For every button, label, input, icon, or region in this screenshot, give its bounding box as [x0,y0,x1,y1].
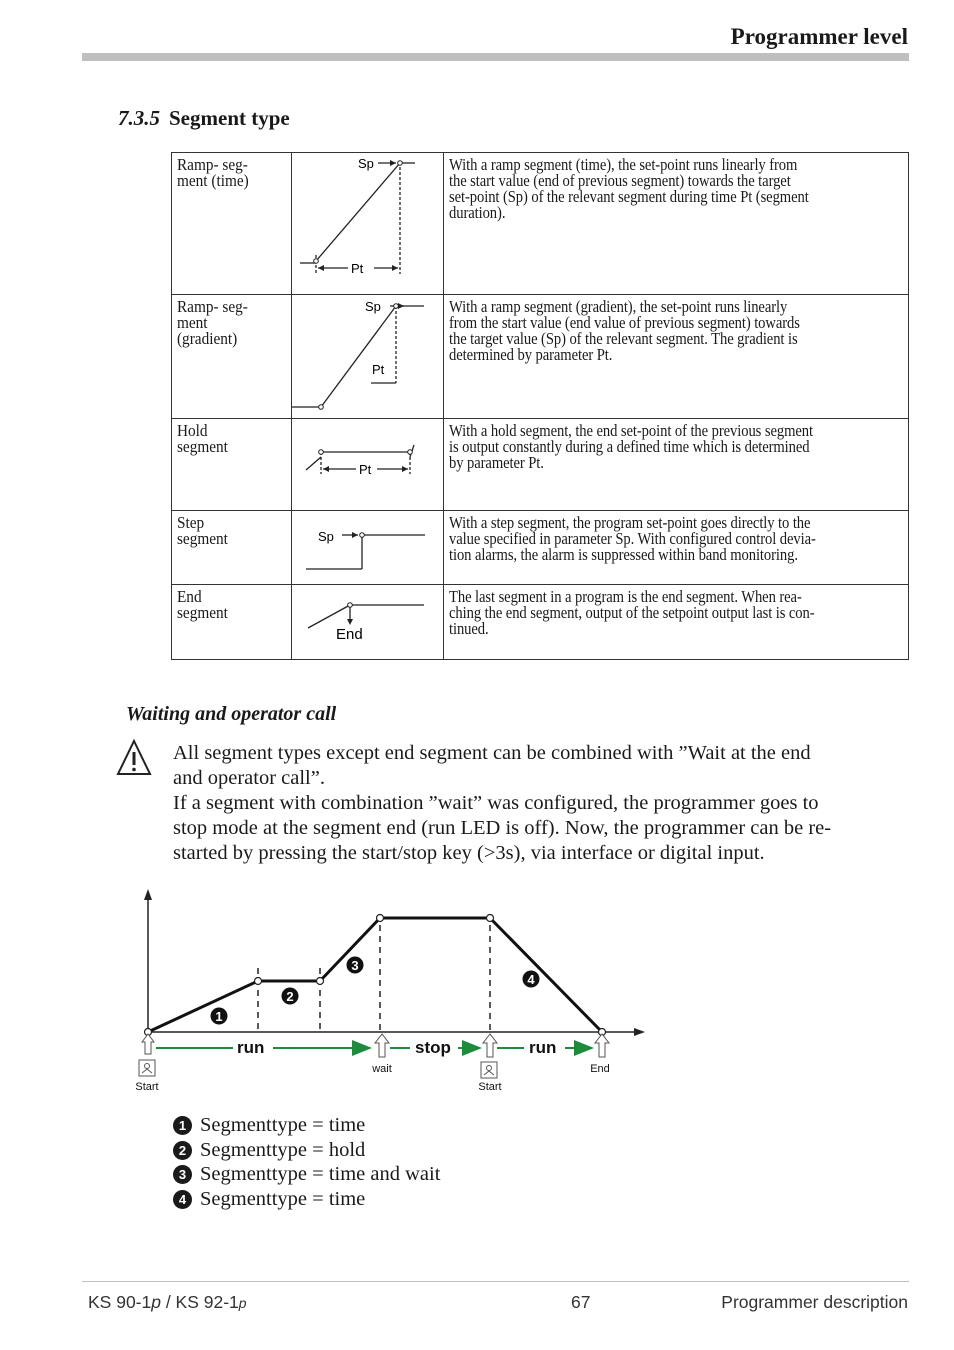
segment-name-cell [172,295,280,419]
legend-number: 4 [173,1190,192,1209]
description-line: is output constantly during a defined time which is determined [449,437,810,456]
table-row [172,511,909,585]
segment-name-line: segment [176,603,228,622]
start-hand-icon [139,1034,155,1076]
segment-description-cell [444,295,909,419]
start-label: Start [135,1081,159,1093]
ramp-gradient-diagram [292,295,443,417]
segment-legend [173,1113,440,1212]
end-diagram [292,585,443,658]
table-row [172,419,909,511]
segment-name-line: Ramp- seg- [176,297,248,316]
segment-number-2 [282,988,299,1005]
legend-item [173,1138,440,1163]
run-label: run [237,1038,265,1057]
legend-item [173,1113,440,1138]
section-number: 7.3.5 [118,106,160,130]
svg-text:4: 4 [527,972,535,987]
segment-name-line: End [176,587,202,606]
svg-text:2: 2 [286,989,294,1004]
legend-number: 2 [173,1141,192,1160]
description-line: the target value (Sp) of the relevant segment. The gradient is [449,329,798,348]
sp-label: Sp [365,299,381,314]
step-diagram [292,511,443,583]
end-label: End [590,1063,610,1075]
end-figure [292,585,444,660]
description-line: ching the end segment, output of the setpoint output last is con- [449,603,815,622]
sp-label: Sp [358,156,374,171]
segment-name-line: segment [176,529,228,548]
body-line: stop mode at the segment end (run LED is off). Now, the programmer can be re- [173,817,832,839]
waiting-body-text [173,741,913,866]
sp-label: Sp [318,529,334,544]
y-axis-arrow [144,889,152,900]
description-line: With a ramp segment (time), the set-point runs linearly from [449,155,798,174]
wait-label: wait [372,1063,392,1075]
segment-number-3 [347,957,364,974]
x-axis-arrow [634,1028,645,1036]
hold-diagram [292,419,443,509]
description-line: value specified in parameter Sp. With configured control devia- [449,529,816,548]
table-row [172,585,909,660]
description-line: determined by parameter Pt. [449,345,613,364]
description-line: tinued. [449,619,489,638]
stop-label: stop [415,1038,451,1057]
footer-chapter: Programmer description [721,1292,908,1312]
description-line: set-point (Sp) of the relevant segment during time Pt (segment [449,187,809,206]
segment-description-cell [444,511,909,585]
body-line: All segment types except end segment can be combined with ”Wait at the end [173,742,811,764]
ramp-gradient-figure [292,295,444,419]
legend-number: 1 [173,1116,192,1135]
segment-number-4 [523,971,540,988]
segment-description-cell [444,153,909,295]
legend-text: Segmenttype = hold [200,1138,366,1161]
description-line: With a hold segment, the end set-point of the previous segment [449,421,813,440]
pt-label: Pt [351,261,364,276]
legend-number: 3 [173,1165,192,1184]
body-line: If a segment with combination ”wait” was configured, the programmer goes to [173,792,819,814]
segment-name-cell [172,419,280,511]
description-line: With a ramp segment (gradient), the set-point runs linearly [449,297,788,316]
svg-text:3: 3 [351,958,359,973]
table-row [172,295,909,419]
segment-description-cell [444,419,909,511]
step-figure [292,511,444,585]
page-number: 67 [571,1292,591,1312]
segment-boundaries [258,914,490,1032]
description-line: The last segment in a program is the end segment. When rea- [449,587,802,606]
segment-name-line: (gradient) [176,329,237,348]
page-header-title: Programmer level [730,24,908,49]
segment-name-cell [172,153,280,295]
waiting-heading: Waiting and operator call [126,703,337,725]
start-label: Start [478,1081,502,1093]
description-line: With a step segment, the program set-point goes directly to the [449,513,811,532]
section-title: Segment type [169,106,290,130]
description-line: duration). [449,203,506,222]
section-heading [118,106,290,131]
segment-name-cell [172,511,280,585]
header-rule [82,53,909,61]
segment-name-cell [172,585,280,660]
legend-item [173,1162,440,1187]
svg-text:1: 1 [215,1009,223,1024]
segment-name-line: ment [176,313,208,332]
arrow-up-icon [595,1034,609,1057]
body-line: and operator call”. [173,767,325,789]
segment-name-line: Ramp- seg- [176,155,248,174]
legend-text: Segmenttype = time [200,1114,366,1136]
segment-type-table [171,152,909,660]
program-profile-diagram [120,880,660,1105]
footer-product: KS 90-1p / KS 92-1p [88,1292,247,1312]
description-line: from the start value (end value of previous segment) towards [449,313,800,332]
legend-item [173,1187,440,1212]
pt-label: Pt [359,462,372,477]
end-label: End [336,626,363,643]
ramp-time-figure [292,153,444,295]
hold-figure [292,419,444,511]
table-row [172,153,909,295]
arrow-up-icon [375,1034,389,1057]
start-hand-icon [481,1034,497,1078]
segment-number-1 [211,1008,228,1025]
ramp-time-diagram [292,153,443,293]
segment-name-line: segment [176,437,228,456]
footer-rule [82,1281,909,1282]
legend-text: Segmenttype = time and wait [200,1163,441,1186]
body-line: started by pressing the start/stop key (>3s), via interface or digital input. [173,842,765,864]
description-line: by parameter Pt. [449,453,544,472]
legend-text: Segmenttype = time [200,1188,366,1211]
warning-icon [116,739,152,777]
segment-name-line: Step [176,513,204,532]
pt-label: Pt [372,362,385,377]
description-line: the start value (end of previous segment) towards the target [449,171,791,190]
description-line: tion alarms, the alarm is suppressed within band monitoring. [449,545,798,564]
segment-name-line: Hold [176,421,208,440]
run-label: run [529,1038,557,1057]
segment-name-line: ment (time) [176,171,249,190]
segment-description-cell [444,585,909,660]
